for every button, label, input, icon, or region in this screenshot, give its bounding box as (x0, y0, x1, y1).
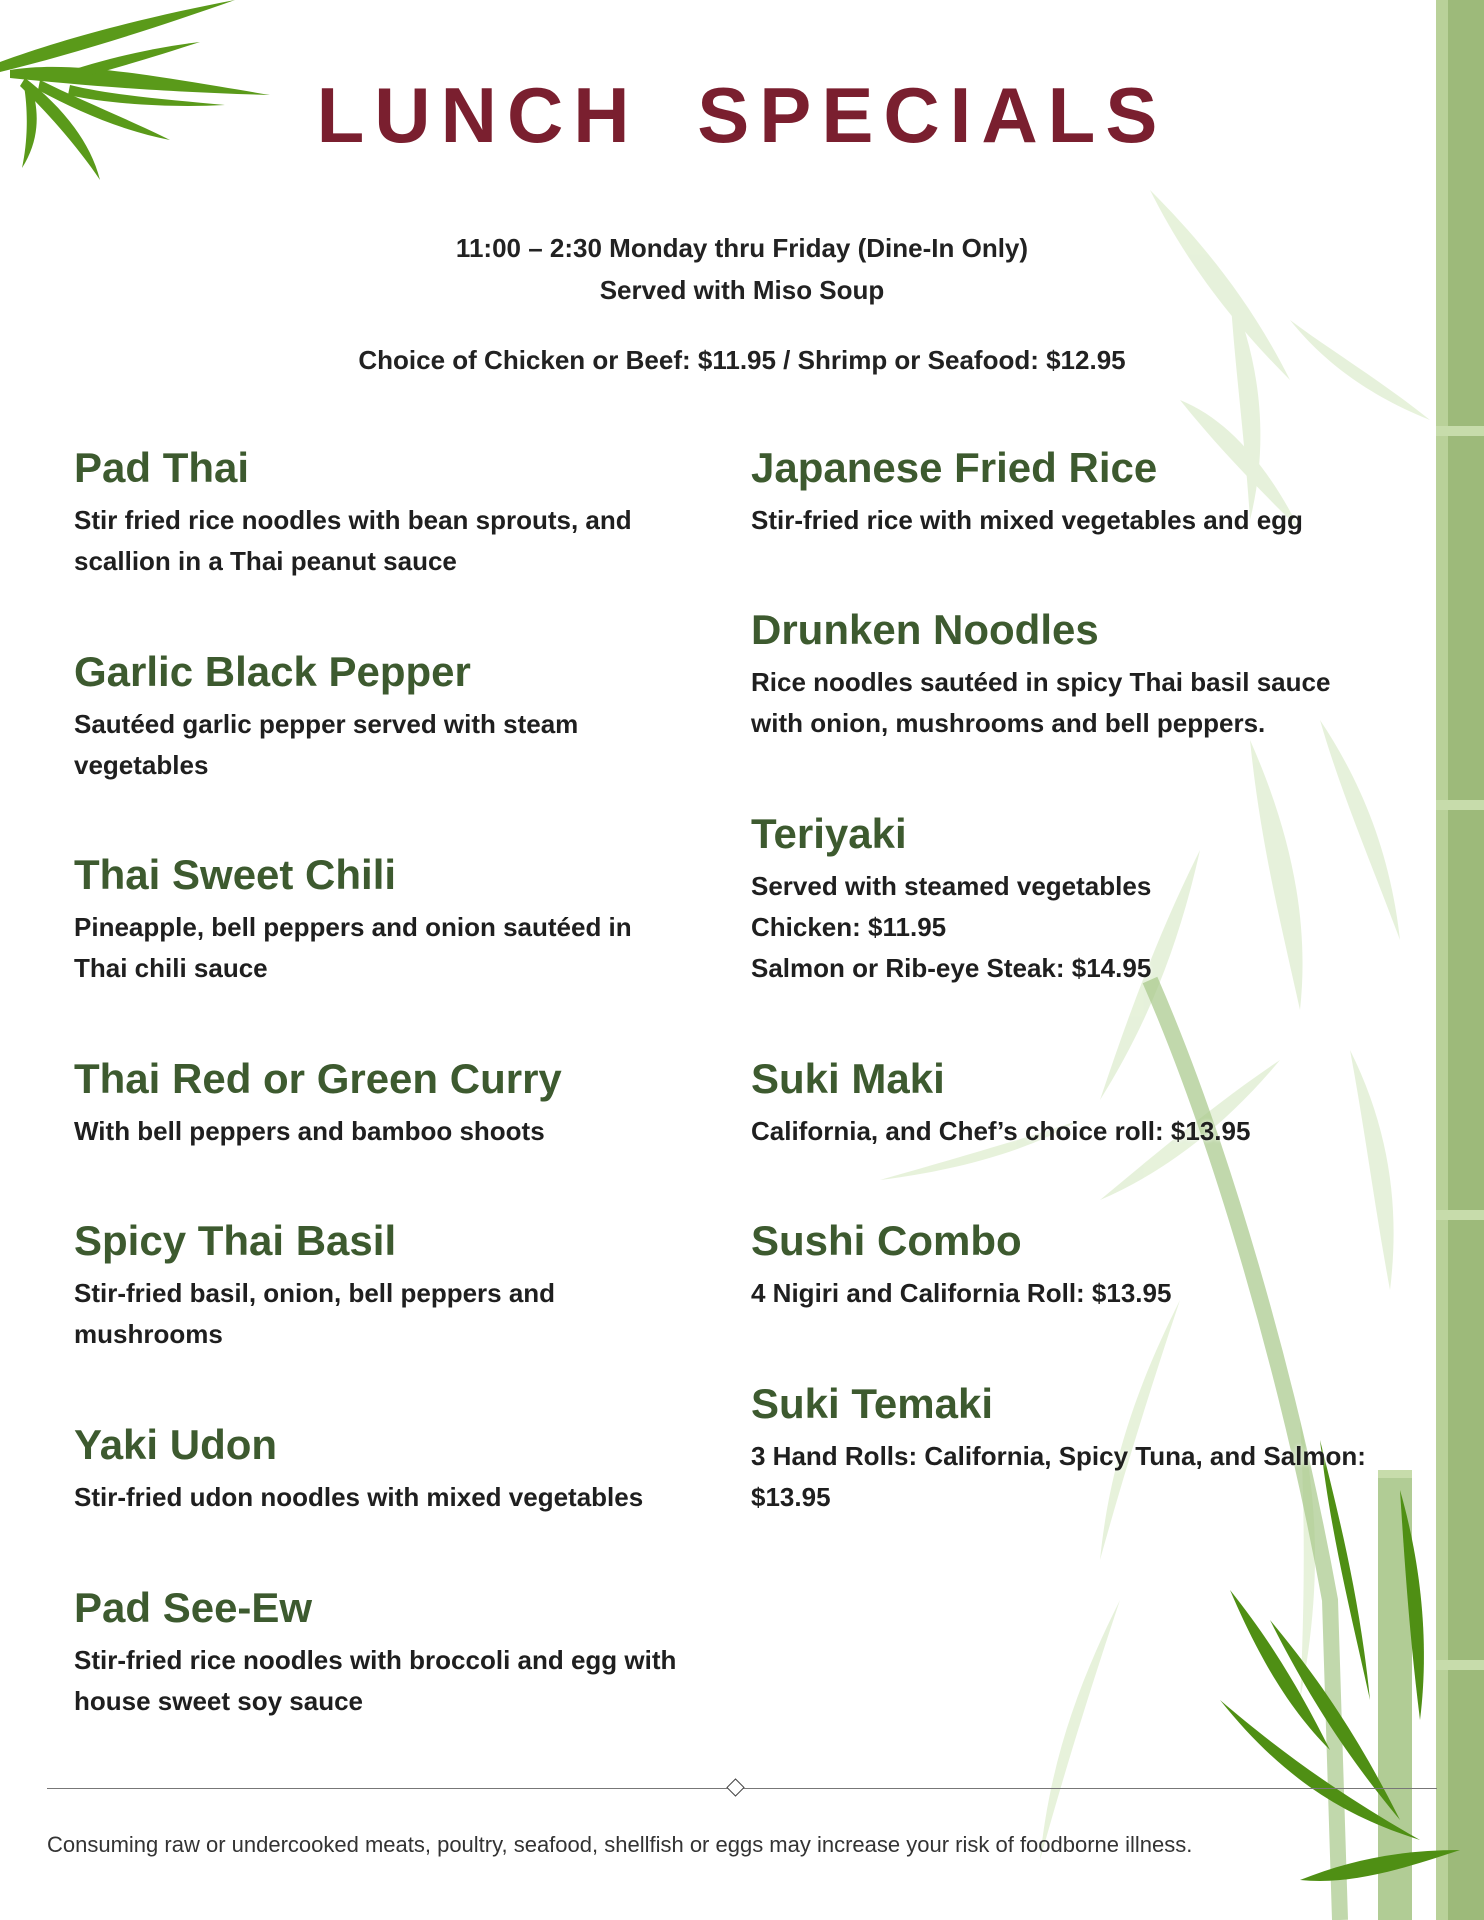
menu-item (74, 851, 734, 989)
menu-item (74, 1055, 734, 1152)
menu-item-description (751, 1273, 1411, 1314)
menu-item-name: Garlic Black Pepper (74, 648, 471, 695)
service-hours: 11:00 – 2:30 Monday thru Friday (Dine-In Only) (455, 233, 1029, 263)
menu-item-description (74, 907, 734, 989)
description-line: 3 Hand Rolls: California, Spicy Tuna, and Salmon: (751, 1441, 1366, 1471)
description-line: Stir-fried udon noodles with mixed vegetables (74, 1482, 644, 1512)
description-line: Stir fried rice noodles with bean sprouts, and (74, 505, 632, 535)
description-line: mushrooms (74, 1319, 223, 1349)
menu-item-description (74, 1477, 734, 1518)
menu-item-name: Thai Sweet Chili (74, 851, 397, 898)
menu-item-name: Yaki Udon (74, 1421, 278, 1468)
menu-item-name: Suki Temaki (751, 1380, 993, 1427)
description-line: vegetables (74, 750, 209, 780)
description-line: Sautéed garlic pepper served with steam (74, 709, 579, 739)
menu-item (74, 444, 734, 582)
menu-item-description (74, 1273, 734, 1355)
description-line: Stir-fried rice noodles with broccoli and egg with (74, 1645, 677, 1675)
menu-item-description (751, 662, 1411, 744)
description-line: Salmon or Rib-eye Steak: $14.95 (751, 953, 1152, 983)
menu-item-name: Spicy Thai Basil (74, 1217, 397, 1264)
menu-item (751, 1055, 1411, 1152)
description-line: scallion in a Thai peanut sauce (74, 546, 457, 576)
menu-item-name: Teriyaki (751, 810, 907, 857)
menu-item-description (74, 1640, 734, 1722)
description-line: 4 Nigiri and California Roll: $13.95 (751, 1278, 1172, 1308)
faint-bamboo-leaves (880, 190, 1430, 1860)
menu-item-description (751, 500, 1411, 541)
menu-item (751, 810, 1411, 989)
description-line: Served with steamed vegetables (751, 871, 1152, 901)
pricing-note: Choice of Chicken or Beef: $11.95 / Shrimp or Seafood: $12.95 (358, 345, 1126, 375)
description-line: with onion, mushrooms and bell peppers. (751, 708, 1266, 738)
menu-item (74, 648, 734, 786)
served-with-note: Served with Miso Soup (599, 275, 885, 305)
menu-item-name: Pad Thai (74, 444, 250, 491)
menu-item-description (751, 1111, 1411, 1152)
description-line: $13.95 (751, 1482, 831, 1512)
description-line: With bell peppers and bamboo shoots (74, 1116, 545, 1146)
menu-item (751, 1380, 1411, 1518)
menu-item-description (751, 866, 1411, 989)
menu-item-name: Pad See-Ew (74, 1584, 313, 1631)
menu-item-name: Sushi Combo (751, 1217, 1022, 1264)
menu-item-name: Suki Maki (751, 1055, 945, 1102)
description-line: Stir-fried rice with mixed vegetables and egg (751, 505, 1303, 535)
description-line: house sweet soy sauce (74, 1686, 364, 1716)
menu-item-name: Japanese Fried Rice (751, 444, 1158, 491)
description-line: Stir-fried basil, onion, bell peppers and (74, 1278, 556, 1308)
menu-item-description (751, 1436, 1411, 1518)
menu-item-description (74, 704, 734, 786)
food-safety-disclaimer: Consuming raw or undercooked meats, poultry, seafood, shellfish or eggs may increase your risk of foodborne illness. (47, 1832, 1193, 1857)
menu-item-name: Thai Red or Green Curry (74, 1055, 562, 1102)
menu-item-description (74, 1111, 734, 1152)
menu-item (74, 1584, 734, 1722)
description-line: Chicken: $11.95 (751, 912, 947, 942)
menu-item (74, 1217, 734, 1355)
menu-item (751, 606, 1411, 744)
page-title: LUNCH SPECIALS (316, 71, 1168, 159)
menu-item (74, 1421, 734, 1518)
description-line: Pineapple, bell peppers and onion sautéed in (74, 912, 632, 942)
menu-item-name: Drunken Noodles (751, 606, 1099, 653)
menu-item (751, 444, 1411, 541)
menu-item (751, 1217, 1411, 1314)
menu-item-description (74, 500, 734, 582)
description-line: California, and Chef’s choice roll: $13.95 (751, 1116, 1251, 1146)
description-line: Thai chili sauce (74, 953, 268, 983)
description-line: Rice noodles sautéed in spicy Thai basil sauce (751, 667, 1331, 697)
